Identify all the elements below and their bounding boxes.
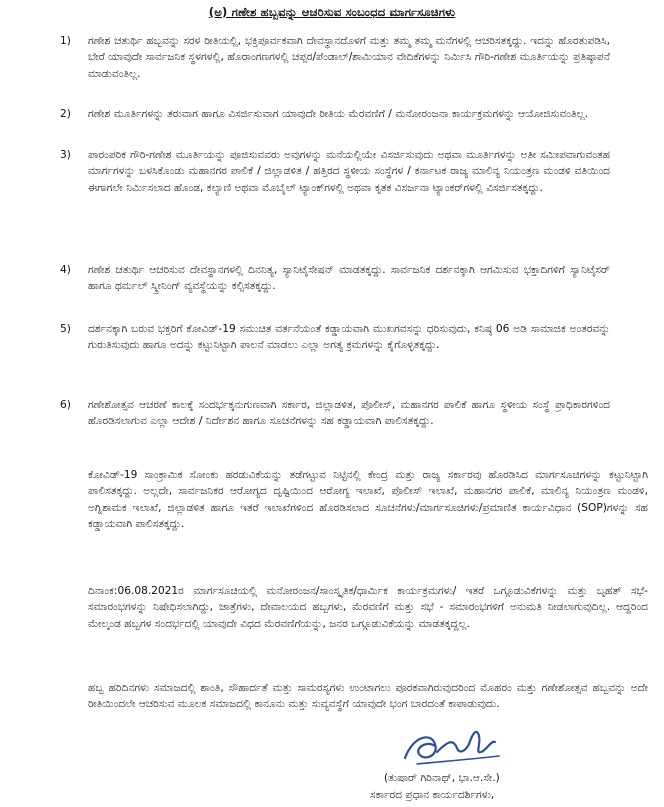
guideline-item [60,397,610,430]
signature-mark [395,722,515,774]
signatory-designation: ಸರ್ಕಾರದ ಪ್ರಧಾನ ಕಾರ್ಯದರ್ಶಿಗಳು, [370,789,495,801]
guideline-item [60,106,610,122]
guideline-text: ಗಣೇಶ ಮೂರ್ತಿಗಳನ್ನು ತರುವಾಗ ಹಾಗೂ ವಿಸರ್ಜಿಸುವಾಗ ಯಾವುದೇ ರೀತಿಯ ಮೆರವಣಿಗೆ / ಮನೋರಂಜನಾ ಕಾರ್ಯಕ್ರಮಗಳನ್ನು ಆಯೋಜಿಸುವಂತಿಲ್ಲ. [88,108,589,120]
guideline-text: ಗಣೇಶ ಚತುರ್ಥಿ ಆಚರಿಸುವ ದೇವಸ್ಥಾನಗಳಲ್ಲಿ ದಿನನಿತ್ಯ, ಸ್ಯಾನಿಟೈಸೇಷನ್ ಮಾಡತಕ್ಕದ್ದು. ಸಾರ್ವಜನಿಕ ದರ್ಶನಕ್ಕಾಗಿ ಆಗಮಿಸುವ ಭಕ್ತಾದಿಗಳಿಗೆ ಸ್ಯಾನಿಟೈಸರ್ ಹಾಗೂ ಥರ್ಮಲ್ ಸ್ಕ್ರೀನಿಂಗ್ ವ್ಯವಸ್ಥೆಯನ್ನು ಕಲ್ಪಿಸತಕ್ಕದ್ದು. [88,264,610,293]
guideline-item [60,147,610,196]
restrictions-paragraph: ದಿನಾಂಕ:06.08.2021ರ ಮಾರ್ಗಸೂಚಿಯಲ್ಲಿ ಮನೋರಂಜನ/ಸಾಂಸ್ಕೃತಿಕ/ಧಾರ್ಮಿಕ ಕಾರ್ಯಕ್ರಮಗಳು/ ಇತರೆ ಒಗ್ಗೂಡುವಿಕೆಗಳನ್ನು ಮತ್ತು ಬೃಹತ್ ಸಭೆ-ಸಮಾರಂಭಗಳನ್ನು ನಿಷೇಧಿಸಲಾಗಿದ್ದು, ಜಾತ್ರೆಗಳು, ದೇವಾಲಯದ ಹಬ್ಬಗಳು, ಮೆರವಣಿಗೆ ಮತ್ತು ಸಭೆ - ಸಮಾರಂಭಗಳಿಗೆ ಅನುಮತಿ ನೀಡಲಾಗುವುದಿಲ್ಲ. ಆದ್ದರಿಂದ ಮೇಲ್ಕಂಡ ಹಬ್ಬಗಳ ಸಂದರ್ಭದಲ್ಲಿ ಯಾವುದೇ ವಿಧದ ಮೆರವಣಿಗೆಯನ್ನು, ಜನರ ಒಗ್ಗೂಡುವಿಕೆಯನ್ನು ಮಾಡತಕ್ಕದ್ದಲ್ಲ. [88,585,648,630]
document-title: (ಅ) ಗಣೇಶ ಹಬ್ಬವನ್ನು ಆಚರಿಸುವ ಸಂಬಂಧದ ಮಾರ್ಗಸೂಚಿಗಳು [208,5,456,19]
guideline-text: ಪಾರಂಪರಿಕ ಗೌರಿ-ಗಣೇಶ ಮೂರ್ತಿಯನ್ನು ಪೂಜಿಸುವವರು ಅವುಗಳನ್ನು ಮನೆಯಲ್ಲಿಯೇ ವಿಸರ್ಜಿಸುವುದು ಅಥವಾ ಮೂರ್ತಿಗಳನ್ನು ಅತೀ ಸಮೀಪವಾಗುವಂತಹ ಮಾರ್ಗಗಳನ್ನು ಬಳಸಿಕೊಂಡು ಮಹಾನಗರ ಪಾಲಿಕೆ / ಜಿಲ್ಲಾಡಳಿತ / ಹತ್ತಿರದ ಸ್ಥಳೀಯ ಸಂಸ್ಥೆಗಳ / ಕರ್ನಾಟಕ ರಾಜ್ಯ ಮಾಲಿನ್ಯ ನಿಯಂತ್ರಣ ಮಂಡಳಿ ವತಿಯಿಂದ ಈಗಾಗಲೇ ನಿರ್ಮಿಸಲಾದ ಹೊಂಡ, ಕಲ್ಯಾಣಿ ಅಥವಾ ಮೊಬೈಲ್ ಟ್ಯಾಂಕ್‌ಗಳಲ್ಲಿ ಅಥವಾ ಕೃತಕ ವಿಸರ್ಜನಾ ಟ್ಯಾಂಕರ್‌ಗಳಲ್ಲಿ ವಿಸರ್ಜಿಸತಕ್ಕದ್ದು. [88,149,610,194]
guideline-number: 2) [60,108,71,120]
guideline-number: 5) [60,323,71,335]
guideline-text: ಗಣೇಶೋತ್ಸವ ಆಚರಣೆ ಕಾಲಕ್ಕೆ ಸಂದರ್ಭಕ್ಕನುಗುಣವಾಗಿ ಸರ್ಕಾರ, ಜಿಲ್ಲಾಡಳಿತ, ಪೊಲೀಸ್, ಮಹಾನಗರ ಪಾಲಿಕೆ ಹಾಗೂ ಸ್ಥಳೀಯ ಸಂಸ್ಥೆ ಪ್ರಾಧಿಕಾರಗಳಿಂದ ಹೊರಡಿಸಲಾಗುವ ಎಲ್ಲಾ ಆದೇಶ / ನಿರ್ದೇಶನ ಹಾಗೂ ಸೂಚನೆಗಳನ್ನು ಸಹ ಕಡ್ಡಾಯವಾಗಿ ಪಾಲಿಸತಕ್ಕದ್ದು. [88,399,610,428]
guideline-number: 6) [60,399,71,411]
harmony-paragraph: ಹಬ್ಬ ಹರಿದಿನಗಳು ಸಮಾಜದಲ್ಲಿ ಶಾಂತಿ, ಸೌಹಾರ್ದತೆ ಮತ್ತು ಸಾಮರಸ್ಯಗಳು ಉಂಟಾಗಲು ಪೂರಕವಾಗಿರುವುದರಿಂದ ಮೊಹರಂ ಮತ್ತು ಗಣೇಶೋತ್ಸವ ಹಬ್ಬವನ್ನು ಅದೇ ರೀತಿಯಿಂದಲೇ ಆಚರಿಸುವ ಮೂಲಕ ಸಮಾಜದಲ್ಲಿ ಕಾನೂನು ಮತ್ತು ಸುವ್ಯವಸ್ಥೆಗೆ ಯಾವುದೇ ಭಂಗ ಬಾರದಂತೆ ಕಾಪಾಡುವುದು. [88,682,648,711]
guideline-item [60,262,610,295]
guideline-number: 4) [60,264,71,276]
guideline-number: 3) [60,149,71,161]
covid-guidelines-paragraph: ಕೋವಿಡ್-19 ಸಾಂಕ್ರಾಮಿಕ ಸೋಂಕು ಹರಡುವಿಕೆಯನ್ನು ತಡೆಗಟ್ಟುವ ನಿಟ್ಟಿನಲ್ಲಿ ಕೇಂದ್ರ ಮತ್ತು ರಾಜ್ಯ ಸರ್ಕಾರವು ಹೊರಡಿಸಿದ ಮಾರ್ಗಸೂಚಿಗಳನ್ನು ಕಟ್ಟುನಿಟ್ಟಾಗಿ ಪಾಲಿಸತಕ್ಕದ್ದು. ಅಲ್ಲದೇ, ಸಾರ್ವಜನಿಕರ ಆರೋಗ್ಯದ ದೃಷ್ಟಿಯಿಂದ ಆರೋಗ್ಯ ಇಲಾಖೆ, ಪೊಲೀಸ್ ಇಲಾಖೆ, ಮಹಾನಗರ ಪಾಲಿಕೆ, ಮಾಲಿನ್ಯ ನಿಯಂತ್ರಣ ಮಂಡಳಿ, ಅಗ್ನಿಶಾಮಕ ಇಲಾಖೆ, ಜಿಲ್ಲಾಡಳಿತ ಹಾಗೂ ಇತರೆ ಇಲಾಖೆಗಳಿಂದ ಹೊರಡಿಸಲಾದ ಸೂಚನೆಗಳು/ಮಾರ್ಗಸೂಚಿಗಳು/ಪ್ರಮಾಣಿತ ಕಾರ್ಯವಿಧಾನ (SOP)ಗಳನ್ನು ಸಹ ಕಡ್ಡಾಯವಾಗಿ ಪಾಲಿಸತಕ್ಕದ್ದು. [88,469,648,530]
signatory-block [370,770,640,804]
guideline-text: ಗಣೇಶ ಚತುರ್ಥಿ ಹಬ್ಬವನ್ನು ಸರಳ ರೀತಿಯಲ್ಲಿ, ಭಕ್ತಿಪೂರ್ವಕವಾಗಿ ದೇವಸ್ಥಾನದೊಳಗೆ ಮತ್ತು ತಮ್ಮ ತಮ್ಮ ಮನೆಗಳಲ್ಲಿ ಆಚರಿಸತಕ್ಕದ್ದು. ಇದನ್ನು ಹೊರತುಪಡಿಸಿ, ಬೇರೆ ಯಾವುದೇ ಸಾರ್ವಜನಿಕ ಸ್ಥಳಗಳಲ್ಲಿ, ಹೊರಾಂಗಣಗಳಲ್ಲಿ ಚಪ್ಪರ/ಪೆಂಡಾಲ್/ಶಾಮಿಯಾನ ವೇದಿಕೆಗಳನ್ನು ನಿರ್ಮಿಸಿ ಗೌರಿ-ಗಣೇಶ ಮೂರ್ತಿಯನ್ನು ಪ್ರತಿಷ್ಠಾಪನೆ ಮಾಡುವಂತಿಲ್ಲ. [88,35,610,80]
guideline-number: 1) [60,35,71,47]
signatory-name: (ತುಷಾರ್ ಗಿರಿನಾಥ್, ಭಾ.ಆ.ಸೇ.) [384,772,500,784]
guideline-text: ದರ್ಶನಕ್ಕಾಗಿ ಬರುವ ಭಕ್ತರಿಗೆ ಕೋವಿಡ್-19 ಸಮುಚಿತ ವರ್ತನೆಯಂತೆ ಕಡ್ಡಾಯವಾಗಿ ಮುಖಗವಸನ್ನು ಧರಿಸುವುದು, ಕನಿಷ್ಠ 06 ಅಡಿ ಸಾಮಾಜಿಕ ಅಂತರವನ್ನು ಗುರುತಿಸುವುದು ಹಾಗೂ ಅದನ್ನು ಕಟ್ಟುನಿಟ್ಟಾಗಿ ಪಾಲನೆ ಮಾಡಲು ಎಲ್ಲಾ ಅಗತ್ಯ ಕ್ರಮಗಳನ್ನು ಕೈಗೊಳ್ಳತಕ್ಕದ್ದು. [88,323,610,352]
guideline-item [60,321,610,354]
guideline-item [60,33,610,82]
